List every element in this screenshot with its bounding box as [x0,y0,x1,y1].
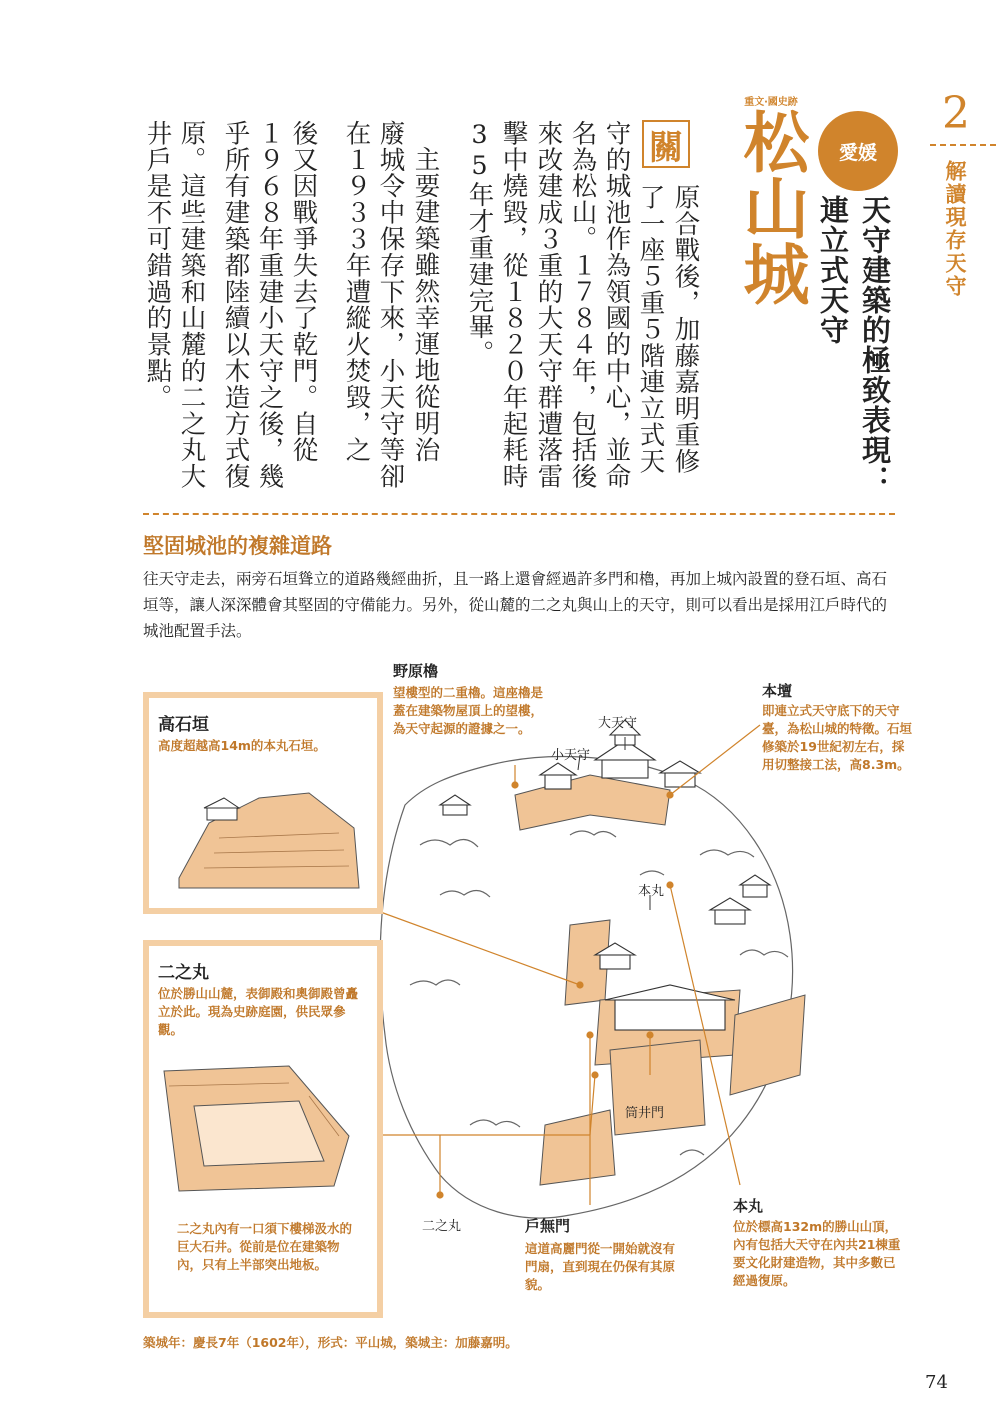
hondan-body: 即連立式天守底下的天守臺，為松山城的特徵。石垣修築於19世紀初左右，採用切整接工法，高8.3m。 [762,703,913,772]
body-column: 原。這些建築和山麓的二之丸大 [176,120,207,490]
label-honmaru: 本丸 [638,884,665,899]
subtitle-line-2: 連立式天守 [816,195,850,345]
body-column: 乎所有建築都陸續以木造方式復 [220,120,251,490]
well-note: 二之丸內有一口須下樓梯汲水的巨大石井。從前是位在建築物內，只有上半部突出地板。 [177,1221,353,1272]
tonashimon-title: 戶無門 [525,1217,571,1235]
drop-cap: 關 [642,120,690,168]
label-kotenshu: 小天守 [551,748,591,763]
label-tsutsuimon: 筒井門 [625,1106,665,1121]
tonashimon-body: 這道高麗門從一開始就沒有門扇，直到現在仍保有其原貌。 [525,1241,676,1292]
section-divider [143,513,895,515]
stone-well-sketch [149,1046,377,1196]
body-column: 擊中燒毀，從１８２０年起耗時 [498,120,529,490]
body-column: 35年才重建完畢。 [464,120,495,367]
footer-note: 築城年：慶長7年（1602年），形式：平山城，築城主：加藤嘉明。 [143,1335,518,1350]
label-ninomaru: 二之丸 [422,1219,462,1234]
body-column: 在１９３３年遭縱火焚毀，之 [341,120,372,464]
chapter-divider [930,144,996,146]
section-title: 堅固城池的複雜道路 [143,534,332,558]
body-column: 原合戰後，加藤嘉明重修 [670,184,701,475]
stone-wall-sketch [149,768,377,898]
hondan-title: 本壇 [762,682,793,700]
prefecture-badge: 愛媛 [818,111,898,191]
intro-paragraph: 往天守走去，兩旁石垣聳立的道路幾經曲折，且一路上還會經過許多門和櫓，再加上城內設置的登石垣、高石垣等，讓人深深體會其堅固的守備能力。另外，從山麓的二之丸與山上的天守，則可以看出是採用江戶時代的城池配置手法。 [143,570,888,640]
subtitle-line-1: 天守建築的極致表現： [858,195,892,495]
heritage-tag: 重文‧國史跡 [744,97,798,108]
ninomaru-panel-title: 二之丸 [158,963,209,983]
ninomaru-panel-body: 位於勝山山麓，表御殿和奧御殿曾矗立於此。現為史跡庭園，供民眾參觀。 [158,986,359,1037]
honmaru-body: 位於標高132m的勝山山頂，內有包括大天守在內共21棟重要文化財建造物，其中多數已經過復原。 [733,1219,901,1288]
castle-name: 松山城 [732,108,809,306]
nohara-body: 望樓型的二重櫓。這座櫓是蓋在建築物屋頂上的望樓，為天守起源的證據之一。 [393,685,544,736]
label-daitenshu: 大天守 [598,716,638,731]
honmaru-title: 本丸 [733,1197,764,1215]
chapter-title: 解讀現存天守 [943,160,967,298]
body-column: 名為松山。１７８４年，包括後 [567,120,598,490]
takaishigaki-title: 高石垣 [158,715,209,735]
body-column: 主要建築雖然幸運地從明治 [410,146,441,463]
chapter-number: 2 [942,88,970,139]
takaishigaki-body: 高度超越高14m的本丸石垣。 [158,738,326,753]
body-column: 守的城池作為領國的中心，並命 [601,120,632,490]
body-column: 了一座５重５階連立式天 [635,184,666,475]
page-number: 74 [925,1372,948,1393]
body-column: 廢城令中保存下來，小天守等卻 [375,120,406,490]
nohara-title: 野原櫓 [393,662,439,680]
body-column: １９６８年重建小天守之後，幾 [254,120,285,490]
body-column: 後又因戰爭失去了乾門。自從 [288,120,319,464]
body-column: 來改建成３重的大天守群遭落雷 [533,120,564,490]
body-column: 井戶是不可錯過的景點。 [142,120,173,411]
